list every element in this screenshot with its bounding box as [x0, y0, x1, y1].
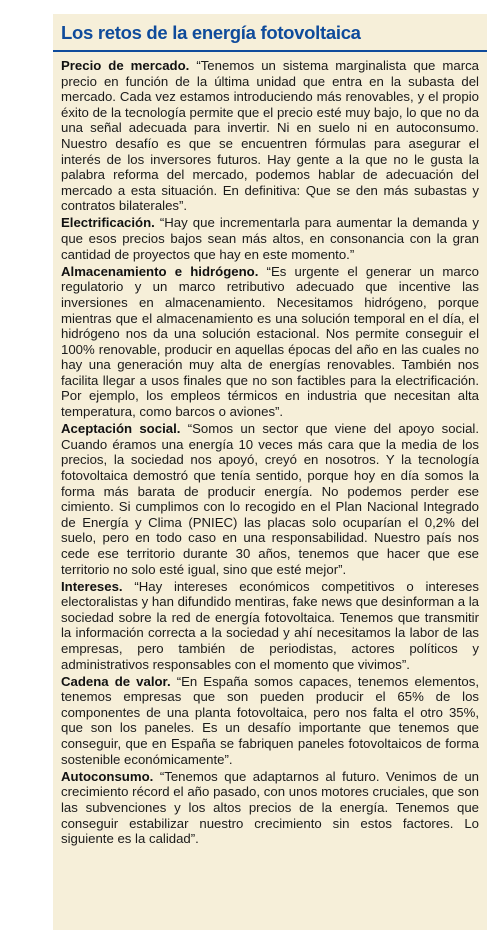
- section-text: “Es urgente el generar un marco regulatorio y un marco retributivo adecuado que incentive las inversiones en almacenamiento. Necesitamos hidrógeno, porque mientras que el almacenamiento es una solución temporal en el día, el hidrógeno nos da una solución estacional. Nos permite conseguir el 100% renovable, producir en aquellas épocas del año en las cuales no hay una generación muy alta de energías renovables. También nos facilita llegar a usos finales que no son factibles para la electrificación. Por ejemplo, los empleos térmicos en industria que necesitan alta temperatura, como barcos o aviones”.: [61, 263, 479, 420]
- section-heading: Almacenamiento e hidrógeno.: [61, 263, 259, 279]
- section-text: “En España somos capaces, tenemos elementos, tenemos empresas que son pueden producir el 65% de los componentes de una planta fotovoltaica, pero nos falta el otro 35%, que son los paneles. Es un desafío importante que tenemos que conseguir, que en España se fabriquen paneles fotovoltaicos de forma sostenible económicamente”.: [61, 673, 480, 767]
- section-heading: Cadena de valor.: [61, 673, 171, 689]
- section-text: “Tenemos que adaptarnos al futuro. Venimos de un crecimiento récord el año pasado, con unos motores cruciales, que son las subvenciones y los altos precios de la energía. Tenemos que conseguir estabilizar nuestro crecimiento sin estos factores. Lo siguiente es la calidad”.: [61, 768, 479, 847]
- section-intereses: [61, 579, 479, 673]
- section-heading: Intereses.: [61, 578, 123, 594]
- article-title: Los retos de la energía fotovoltaica: [53, 14, 487, 52]
- section-precio-mercado: [61, 58, 479, 214]
- section-aceptacion-social: [61, 421, 479, 577]
- section-text: “Tenemos un sistema marginalista que marca precio en función de la última unidad que entra en la subasta del mercado. Cada vez estamos introduciendo más renovables, y el propio éxito de la tecnología permite que el precio esté muy bajo, lo que no da una señal adecuada para invertir. Ni en suelo ni en autoconsumo. Nuestro desafío es que se encuentren fórmulas para asegurar el interés de los inversores futuros. Hay gente a la que no le gusta la palabra reforma del mercado, podemos hablar de adecuación del mercado a esta situación. En definitiva: Que se den más subastas y contratos bilaterales”.: [61, 58, 480, 214]
- section-heading: Aceptación social.: [61, 421, 181, 437]
- section-almacenamiento-hidrogeno: [61, 264, 479, 420]
- section-cadena-valor: [61, 674, 479, 768]
- section-electrificacion: [61, 215, 479, 262]
- section-text: “Hay que incrementarla para aumentar la demanda y que esos precios bajos sean más altos, en consonancia con la gran cantidad de proyectos que hay en este momento.”: [61, 215, 479, 262]
- section-text: “Somos un sector que viene del apoyo social. Cuando éramos una energía 10 veces más cara que la media de los precios, la sociedad nos apoyó, creyó en nosotros. Y la tecnología fotovoltaica demostró que tenía sentido, porque hoy en día somos la forma más barata de producir energía. No podemos perder ese cimiento. Si cumplimos con lo recogido en el Plan Nacional Integrado de Energía y Clima (PNIEC) las placas solo ocuparían el 0,2% del suelo, pero en todo caso en una responsabilidad. Nuestro país nos cede ese territorio durante 30 años, tenemos que hacer que ese territorio no solo esté igual, sino que esté mejor”.: [61, 421, 480, 577]
- section-heading: Electrificación.: [61, 215, 155, 231]
- section-autoconsumo: [61, 769, 479, 847]
- section-text: “Hay intereses económicos competitivos o intereses electoralistas y han difundido mentiras, fake news que desinforman a la sociedad sobre la red de energía fotovoltaica. Tenemos que transmitir la información correcta a la sociedad y ahí necesitamos la labor de las empresas, pero también de periodistas, actores políticos y administrativos responsables con el momento que vivimos”.: [61, 578, 479, 672]
- article-body: [53, 52, 487, 847]
- section-heading: Precio de mercado.: [61, 58, 190, 73]
- section-heading: Autoconsumo.: [61, 768, 154, 784]
- article-box: [53, 14, 487, 930]
